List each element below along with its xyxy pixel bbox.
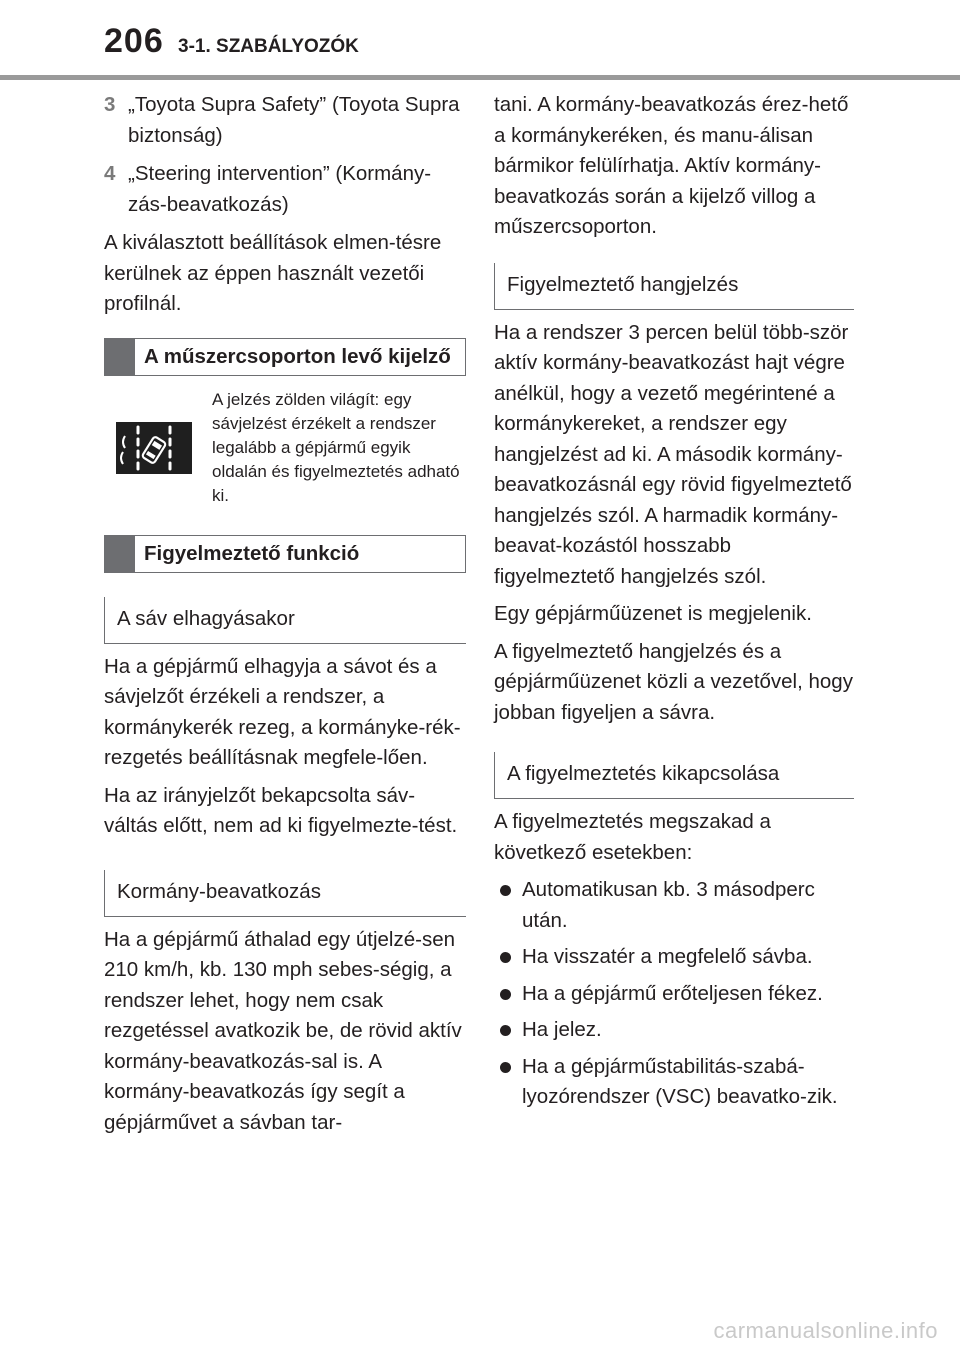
bullet-icon — [500, 885, 511, 896]
list-item — [494, 1052, 854, 1113]
paragraph: Egy gépjárműüzenet is megjelenik. — [494, 602, 812, 625]
paragraph: A kiválasztott beállítások elmen-tésre kerülnek az éppen használt vezetői profilnál. — [104, 231, 442, 315]
list-item — [494, 875, 854, 936]
paragraph: A figyelmeztetés megszakad a következő esetekben: — [494, 810, 771, 864]
section-heading-box — [104, 338, 466, 376]
bullet-text: Ha jelez. — [522, 1018, 602, 1041]
paragraph: tani. A kormány-beavatkozás érez-hető a kormánykeréken, és manu-álisan bármikor felülírhatja. Aktív kormány-beavatkozás során a kijelző villog a műszercsoporton. — [494, 93, 849, 238]
left-column — [104, 90, 466, 1145]
indicator-row — [104, 388, 466, 509]
list-item — [494, 942, 854, 973]
bullet-text: Ha a gépjármű erőteljesen fékez. — [522, 981, 823, 1005]
bullet-icon — [500, 1025, 511, 1036]
heading-tab — [105, 536, 135, 572]
section-heading: A műszercsoporton levő kijelző — [144, 344, 451, 368]
list-item — [494, 1015, 854, 1046]
list-item-3 — [104, 90, 466, 151]
bullet-text: Ha a gépjárműstabilitás-szabá-lyozórendszer (VSC) beavatko-zik. — [522, 1054, 838, 1108]
item-text: „Toyota Supra Safety” (Toyota Supra biztonság) — [128, 93, 460, 147]
section-title: 3-1. SZABÁLYOZÓK — [178, 36, 359, 57]
section-heading-box — [104, 535, 466, 573]
section-heading: Figyelmeztető funkció — [144, 541, 360, 565]
bullet-text: Ha visszatér a megfelelő sávba. — [522, 945, 813, 968]
page-header — [0, 0, 960, 80]
header-divider — [0, 75, 960, 80]
item-number: 3 — [104, 93, 116, 116]
list-item-4 — [104, 159, 466, 220]
page-number: 206 — [104, 22, 164, 60]
bullet-icon — [500, 1062, 511, 1073]
list-item — [494, 979, 854, 1010]
subheading: A figyelmeztetés kikapcsolása — [494, 752, 854, 799]
subheading: Figyelmeztető hangjelzés — [494, 263, 854, 310]
paragraph: Ha az irányjelzőt bekapcsolta sáv-váltás előtt, nem ad ki figyelmezte-tést. — [104, 783, 458, 838]
heading-tab — [105, 339, 135, 375]
indicator-description: A jelzés zölden világít: egy sávjelzést érzékelt a rendszer legalább a gépjármű egyik oldalán és figyelmeztetés adható ki. — [212, 389, 460, 506]
watermark: carmanualsonline.info — [713, 1318, 938, 1343]
paragraph: Ha a gépjármű elhagyja a sávot és a sávjelzőt érzékeli a rendszer, a kormánykerék rezeg, a kormányke-rék-rezgetés beállításnak megfele-lően. — [104, 654, 461, 770]
subheading: A sáv elhagyásakor — [104, 597, 466, 644]
lane-departure-warning-icon — [116, 422, 192, 474]
subheading: Kormány-beavatkozás — [104, 870, 466, 917]
bullet-text: Automatikusan kb. 3 másodperc után. — [522, 878, 815, 932]
paragraph: Ha a gépjármű áthalad egy útjelzé-sen 210 km/h, kb. 130 mph sebes-ségig, a rendszer lehet, hogy nem csak rezgetéssel avatkozik be, de rövid aktív kormány-beavatkozás-sal is. A kormány-beavatkozás így segít a gépjárművet a sávban tar- — [104, 927, 462, 1134]
item-number: 4 — [104, 162, 116, 185]
paragraph: Ha a rendszer 3 percen belül több-ször aktív kormány-beavatkozást hajt végre anélkül, hogy a vezető megérintené a kormánykereket, a rendszer egy hangjelzést ad ki. A második kormány-beavatkozásnál egy rövid figyelmeztető hangjelzés szól. A harmadik kormány-beavat-kozástól hosszabb figyelmeztető hangjelzés szól. — [494, 320, 852, 588]
right-column — [494, 90, 854, 1119]
bullet-icon — [500, 989, 511, 1000]
paragraph: A figyelmeztető hangjelzés és a gépjárműüzenet közli a vezetővel, hogy jobban figyeljen a sávra. — [494, 639, 853, 724]
item-text: „Steering intervention” (Kormány-zás-beavatkozás) — [128, 162, 432, 216]
bullet-icon — [500, 952, 511, 963]
